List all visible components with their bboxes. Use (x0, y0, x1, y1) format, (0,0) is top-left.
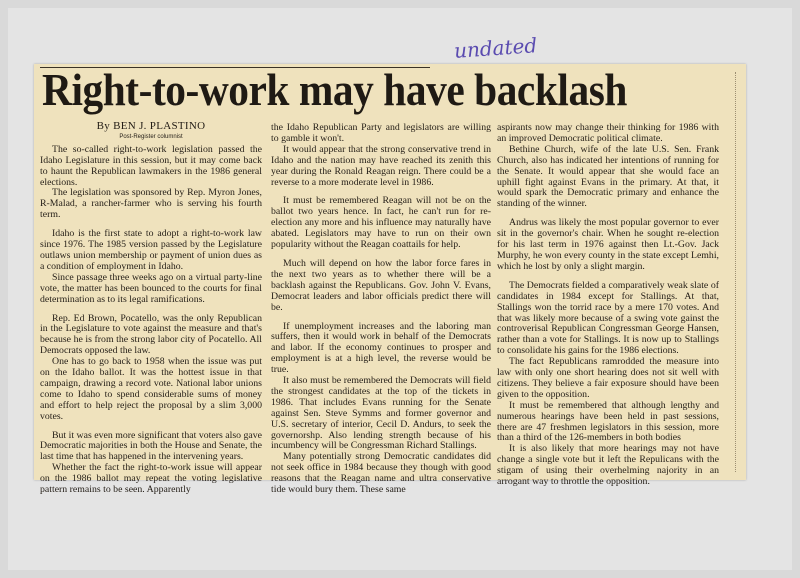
paragraph: It would appear that the strong conservative trend in Idaho and the nation may have reached its zenith this year during the Ronald Reagan reign. There could be a reverse to a more moderate level in 1986. (271, 143, 491, 188)
cut-edge (735, 72, 736, 472)
headline: Right-to-work may have backlash (42, 65, 627, 115)
paragraph: The fact Republicans ramrodded the measure into law with only one short hearing does not sit well with citizens. They believe a fair exposure should have been given to the opposition. (497, 356, 719, 400)
paragraph: Whether the fact the right-to-work issue will appear on the 1986 ballot may repeat the voting legislative pattern remains to be seen. Apparently (40, 462, 262, 496)
paragraph: The legislation was sponsored by Rep. Myron Jones, R-Malad, a rancher-farmer who is serving his fourth term. (40, 187, 262, 221)
paragraph: Andrus was likely the most popular governor to ever sit in the governor's chair. When he sought re-election for his last term in 1976 against then Lt.-Gov. Jack Murphy, he won every county in the state except Lemhi, which he lost by only a slight margin. (497, 217, 719, 272)
paragraph: Bethine Church, wife of the late U.S. Sen. Frank Church, also has indicated her intentions of running for the Senate. It would appear that she would face an uphill fight against Evans in the primary. At that, it would spark the Democratic primary and enhance the standing of the winner. (497, 143, 719, 210)
byline-role: Post-Register columnist (119, 133, 183, 140)
paragraph: It must be remembered that although lengthy and numerous hearings have been held in past sessions, there are 47 freshmen legislators in this session, more than a third of the 126-members in both bodies (497, 399, 719, 444)
paragraph: aspirants now may change their thinking for 1986 with an improved Democratic political climate. (497, 122, 719, 144)
paragraph: Many potentially strong Democratic candidates did not seek office in 1984 because they though with good reasons that the Reagan name and ultra conservative tide would bury them. These same (271, 451, 491, 496)
paragraph: The so-called right-to-work legislation passed the Idaho Legislature in this session, but it may come back to haunt the Republican lawmakers in the 1986 general elections. (40, 143, 262, 188)
paragraph: It is also likely that more hearings may not have change a single vote but it left the Repulicans with the stigam of using their overhelming najority in an arrogant way to throttle the opposition. (497, 443, 719, 488)
paragraph: It also must be remembered the Democrats will field the strongest candidates at the top of the tickets in 1986. That includes Evans running for the Senate against Sen. Steve Symms and former governor and U.S. secretary of interior, Cecil D. Andurs, to seek the governorshp. Also lending strength because of his incumbency will be Congressman Richard Stallings. (271, 375, 491, 452)
paragraph: It must be remembered Reagan will not be on the ballot two years hence. In fact, he can't run for re-election any more and his influence may naturally have abated. Legislators may have to run on their own popularity without the Reagan coattails for help. (271, 195, 491, 251)
handwritten-note: undated (453, 33, 538, 63)
byline: By BEN J. PLASTINO (96, 120, 206, 132)
column-1 (40, 121, 262, 496)
paragraph: Idaho is the first state to adopt a right-to-work law since 1976. The 1985 version passed by the Legislature outlaws union membership or payment of union dues as a condition of employment in Idaho. (40, 228, 262, 272)
paragraph: The Democrats fielded a comparatively weak slate of candidates in 1984 except for Stallings. At that, Stallings won the torrid race by a mere 170 votes. And that was likely more because of a swing vote gainst the controverisal Republican Congressman George Hansen, rather than a vote for Stallings. It is now up to Stallings to consolidate his gains for the 1986 elections. (497, 279, 719, 357)
newspaper-clipping (34, 33, 746, 496)
paragraph: Rep. Ed Brown, Pocatello, was the only Republican in the Legislature to vote against the measure and that's because he is from the strong labor city of Pocatello. All Democrats opposed the law. (40, 312, 262, 357)
paragraph: the Idaho Republican Party and legislators are willing to gamble it won't. (271, 122, 491, 144)
paragraph: Since passage three weeks ago on a virtual party-line vote, the matter has been bounced to the courts for final determination as to its legal ramifications. (40, 271, 262, 305)
paragraph: Much will depend on how the labor force fares in the next two years as to whether there will be a backlash against the Republicans. Gov. John V. Evans, Democrat leaders and labor officials predict there will be. (271, 257, 491, 313)
paragraph: One has to go back to 1958 when the issue was put on the Idaho ballot. It was the hottest issue in that campaign, drawing a record vote. National labor unions come to Idaho to spend considerable sums of money and effort to help reject the proposal by a slim 3,000 votes. (40, 356, 262, 422)
column-3 (497, 123, 719, 488)
paragraph: But it was even more significant that voters also gave Democratic majorities in both the House and Senate, the last time that has happened in the intervening years. (40, 429, 262, 463)
column-2 (271, 123, 491, 496)
paragraph: If unemployment increases and the laboring man suffers, then it would work in behalf of the Democrats and labor. If the economy continues to prosper and employment is at a high level, the reverse would be true. (271, 320, 491, 376)
